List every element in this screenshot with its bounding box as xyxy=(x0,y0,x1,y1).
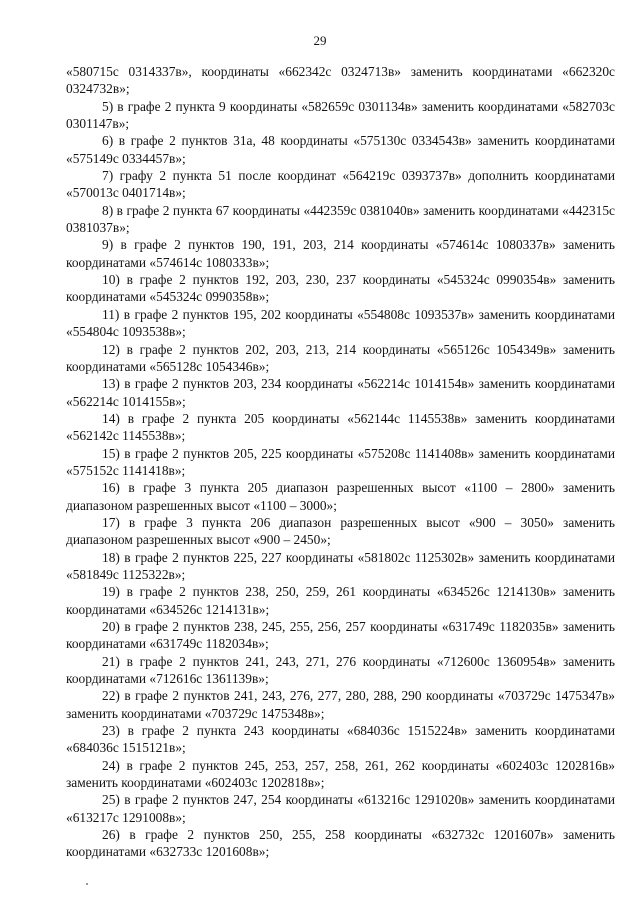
amendment-item-19: 19) в графе 2 пунктов 238, 250, 259, 261 координаты «634526с 1214130в» заменить координатами «634526с 1214131в»; xyxy=(66,584,615,617)
amendment-item-25: 25) в графе 2 пунктов 247, 254 координаты «613216с 1291020в» заменить координатами «613217с 1291008в»; xyxy=(66,792,615,825)
document-body xyxy=(66,63,615,861)
amendment-item-22: 22) в графе 2 пунктов 241, 243, 276, 277, 280, 288, 290 координаты «703729с 1475347в» заменить координатами «703729с 1475348в»; xyxy=(66,688,615,721)
amendment-item-16: 16) в графе 3 пункта 205 диапазон разрешенных высот «1100 – 2800» заменить диапазоном разрешенных высот «1100 – 3000»; xyxy=(66,480,615,513)
amendment-item-15: 15) в графе 2 пунктов 205, 225 координаты «575208с 1141408в» заменить координатами «575152с 1141418в»; xyxy=(66,445,615,478)
amendment-item-8: 8) в графе 2 пункта 67 координаты «442359с 0381040в» заменить координатами «442315с 0381037в»; xyxy=(66,202,615,236)
amendment-item-24: 24) в графе 2 пунктов 245, 253, 257, 258, 261, 262 координаты «602403с 1202816в» заменить координатами «602403с 1202818в»; xyxy=(66,757,615,791)
amendment-item-23: 23) в графе 2 пункта 243 координаты «684036с 1515224в» заменить координатами «684036с 1515121в»; xyxy=(66,723,615,756)
amendment-item-11: 11) в графе 2 пунктов 195, 202 координаты «554808с 1093537в» заменить координатами «554804с 1093538в»; xyxy=(66,306,615,340)
continuation-paragraph: «580715с 0314337в», координаты «662342с 0324713в» заменить координатами «662320с 0324732в»; xyxy=(66,64,615,97)
amendment-item-13: 13) в графе 2 пунктов 203, 234 координаты «562214с 1014154в» заменить координатами «562214с 1014155в»; xyxy=(66,376,615,409)
page-number: 29 xyxy=(313,33,327,48)
amendment-item-10: 10) в графе 2 пунктов 192, 203, 230, 237 координаты «545324с 0990354в» заменить координатами «545324с 0990358в»; xyxy=(66,272,615,305)
amendment-item-5: 5) в графе 2 пункта 9 координаты «582659с 0301134в» заменить координатами «582703с 0301147в»; xyxy=(66,98,615,132)
amendment-item-7: 7) графу 2 пункта 51 после координат «564219с 0393737в» дополнить координатами «570013с 0401714в»; xyxy=(66,168,615,201)
amendment-item-12: 12) в графе 2 пунктов 202, 203, 213, 214 координаты «565126с 1054349в» заменить координатами «565128с 1054346в»; xyxy=(66,341,615,374)
amendment-item-18: 18) в графе 2 пунктов 225, 227 координаты «581802с 1125302в» заменить координатами «581849с 1125322в»; xyxy=(66,549,615,582)
amendment-item-9: 9) в графе 2 пунктов 190, 191, 203, 214 координаты «574614с 1080337в» заменить координатами «574614с 1080333в»; xyxy=(66,237,615,270)
scan-speck xyxy=(86,883,88,885)
amendment-item-21: 21) в графе 2 пунктов 241, 243, 271, 276 координаты «712600с 1360954в» заменить координатами «712616с 1361139в»; xyxy=(66,653,615,687)
amendment-item-26: 26) в графе 2 пунктов 250, 255, 258 координаты «632732с 1201607в» заменить координатами «632733с 1201608в»; xyxy=(66,827,615,860)
amendment-item-17: 17) в графе 3 пункта 206 диапазон разрешенных высот «900 – 3050» заменить диапазоном разрешенных высот «900 – 2450»; xyxy=(66,514,615,548)
amendment-item-14: 14) в графе 2 пункта 205 координаты «562144с 1145538в» заменить координатами «562142с 1145538в»; xyxy=(66,410,615,444)
amendment-item-20: 20) в графе 2 пунктов 238, 245, 255, 256, 257 координаты «631749с 1182035в» заменить координатами «631749с 1182034в»; xyxy=(66,619,615,652)
amendment-item-6: 6) в графе 2 пунктов 31а, 48 координаты «575130с 0334543в» заменить координатами «575149с 0334457в»; xyxy=(66,133,615,166)
